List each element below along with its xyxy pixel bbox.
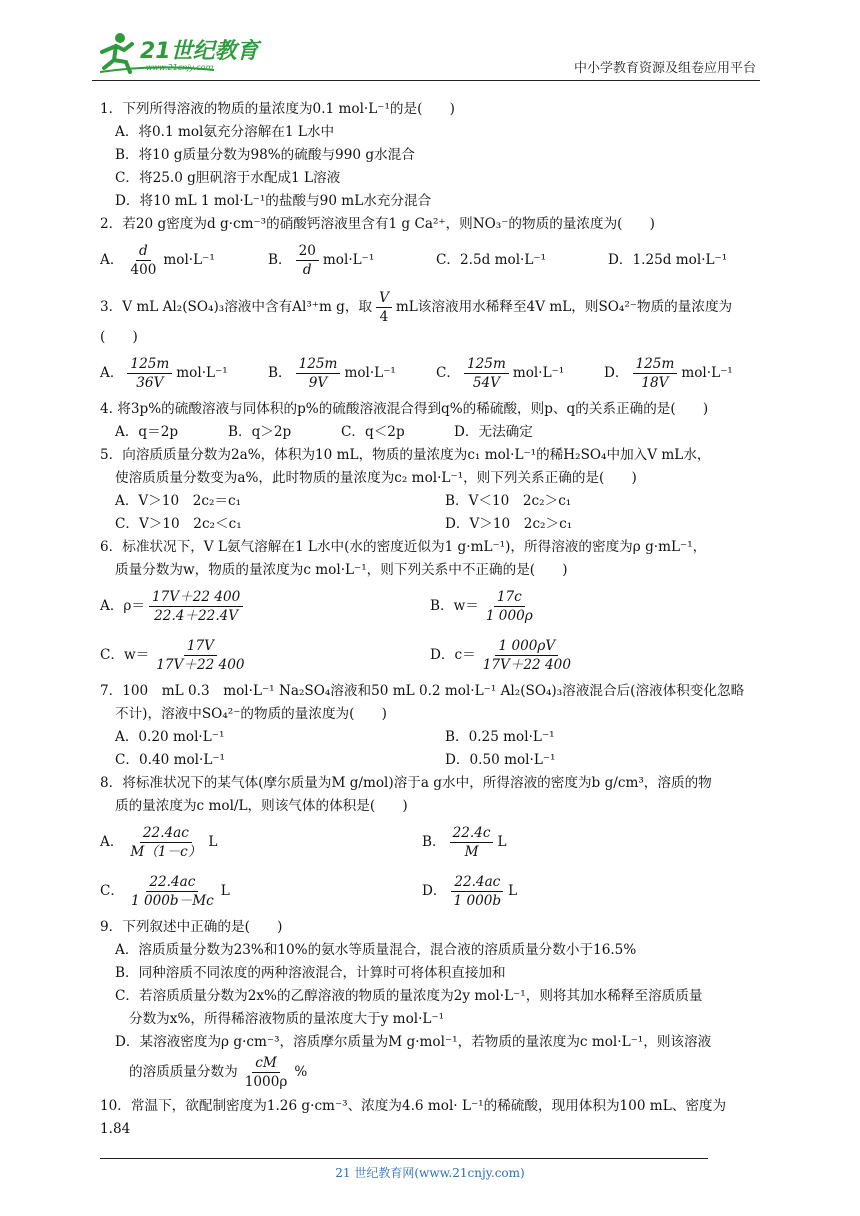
q8-c-label: C． (100, 883, 124, 899)
q6-d-fraction (480, 637, 574, 674)
q2-a-den: 400 (130, 262, 157, 278)
q8-option-b (422, 824, 507, 861)
q7-option-b: B．0.25 mol·L⁻¹ (445, 729, 555, 745)
q2-b-num: 20 (296, 242, 319, 261)
q7-option-c: C．0.40 mol·L⁻¹ (115, 752, 225, 768)
q8-option-d (422, 873, 517, 910)
q7-options-row1 (100, 726, 768, 749)
q9-d-post: % (294, 1064, 308, 1080)
q8-b-label: B． (422, 834, 446, 850)
q5-stem: 5．向溶质质量分数为2a%，体积为10 mL，物质的量浓度为c₁ mol·L⁻¹的稀H₂SO₄中加入V mL水， (100, 447, 711, 463)
q6-c-den: 17V＋22 400 (156, 657, 245, 673)
q3-c-unit: mol·L⁻¹ (512, 365, 565, 381)
q3-c-label: C． (436, 365, 460, 381)
q6-options-row2 (100, 631, 768, 680)
q8-stem-line2: 质的量浓度为c mol/L，则该气体的体积是( ) (115, 798, 408, 814)
question-list (100, 98, 768, 1141)
q2-a-fraction (127, 242, 159, 279)
q5-option-a: A．V＞10 2c₂＝c₁ (115, 493, 242, 509)
q5-option-d: D．V＞10 2c₂＞c₁ (445, 516, 573, 532)
q5-options-row1 (100, 490, 768, 513)
q6-b-label: B．w＝ (430, 598, 479, 614)
q3-b-label: B． (268, 365, 292, 381)
q5-stem-line2: 使溶质质量分数变为a%，此时物质的量浓度为c₂ mol·L⁻¹，则下列关系正确的是( ) (115, 470, 637, 486)
q6-c-label: C．w＝ (100, 647, 150, 663)
q3-options (100, 349, 768, 398)
q3-stem-num: V (376, 289, 392, 308)
q1-option-a: A．将0.1 mol氨充分溶解在1 L水中 (115, 124, 335, 140)
q8-c-unit: L (220, 883, 230, 899)
q9-d-num: cM (252, 1054, 280, 1073)
q3-stem-line2: ( ) (100, 329, 138, 345)
logo-text: 21世纪教育 (140, 39, 259, 64)
q3-b-num: 125m (296, 355, 341, 374)
q10-stem-line2: 1.84 (100, 1121, 131, 1137)
q3-b-fraction (296, 355, 341, 392)
q1-option-d: D．将10 mL 1 mol·L⁻¹的盐酸与90 mL水充分混合 (115, 193, 432, 209)
q8-options-row2 (100, 867, 768, 916)
q2-b-den: d (302, 262, 312, 278)
q3-option-c (436, 355, 604, 392)
q2-option-a (100, 242, 268, 279)
q8-b-num: 22.4c (450, 824, 494, 843)
footer-divider (100, 1158, 708, 1159)
q6-a-den: 22.4＋22.4V (154, 608, 239, 624)
q6-b-den: 1 000ρ (485, 608, 533, 624)
q3-a-num: 125m (127, 355, 172, 374)
q3-b-den: 9V (308, 375, 328, 391)
q1-option-b: B．将10 g质量分数为98%的硫酸与990 g水混合 (115, 147, 415, 163)
q2-b-fraction (296, 242, 319, 279)
q7-stem-line2: 不计)，溶液中SO₄²⁻的物质的量浓度为( ) (115, 706, 387, 722)
q8-options-row1 (100, 818, 768, 867)
q6-b-num: 17c (494, 588, 525, 607)
q2-b-label: B． (268, 252, 292, 268)
header (92, 28, 760, 81)
q3-d-label: D． (604, 365, 629, 381)
q8-c-den: 1 000b－Mc (131, 893, 214, 909)
q6-stem-line2: 质量分数为w，物质的量浓度为c mol·L⁻¹，则下列关系中不正确的是( ) (115, 562, 568, 578)
q3-a-label: A． (100, 365, 124, 381)
q9-d-fraction (242, 1054, 291, 1091)
q8-option-c (100, 873, 422, 910)
q8-a-den: M（1－c） (130, 844, 202, 860)
q8-c-num: 22.4ac (146, 873, 198, 892)
q8-a-label: A． (100, 834, 124, 850)
q3-d-num: 125m (633, 355, 678, 374)
q6-stem: 6．标准状况下，V L氨气溶解在1 L水中(水的密度近似为1 g·mL⁻¹)，所得溶液的密度为ρ g·mL⁻¹， (100, 539, 707, 555)
q9-option-b: B．同种溶质不同浓度的两种溶液混合，计算时可将体积直接加和 (115, 965, 506, 981)
q2-stem: 2．若20 g密度为d g·cm⁻³的硝酸钙溶液里含有1 g Ca²⁺，则NO₃⁻的物质的量浓度为( ) (100, 216, 655, 232)
footer: 21 世纪教育网(www.21cnjy.com) (335, 1166, 525, 1180)
q9-option-d-line2 (100, 1054, 768, 1095)
q9-option-c: C．若溶质质量分数为2x%的乙醇溶液的物质的量浓度为2y mol·L⁻¹，则将其加水稀释至溶质质量 (115, 988, 703, 1004)
q2-options (100, 236, 768, 285)
q6-d-num: 1 000ρV (495, 637, 558, 656)
q2-option-b (268, 242, 436, 279)
q6-option-a (100, 588, 430, 625)
q8-d-fraction (451, 873, 505, 910)
q2-option-c: C．2.5d mol·L⁻¹ (436, 252, 547, 268)
q8-a-fraction (127, 824, 204, 861)
q4-option-a: A．q＝2p (115, 424, 179, 440)
q8-a-num: 22.4ac (140, 824, 192, 843)
q9-option-c-line2: 分数为x%，所得稀溶液物质的量浓度大于y mol·L⁻¹ (129, 1011, 445, 1027)
q6-a-fraction (149, 588, 243, 625)
q9-d-den: 1000ρ (244, 1074, 288, 1090)
q8-stem: 8．将标准状况下的某气体(摩尔质量为M g/mol)溶于a g水中，所得溶液的密度为b g/cm³，溶质的物 (100, 775, 712, 791)
q3-d-fraction (633, 355, 678, 392)
q8-d-unit: L (508, 883, 518, 899)
q3-option-a (100, 355, 268, 392)
q4-options (100, 421, 768, 444)
q6-option-b (430, 588, 540, 625)
q6-c-fraction (153, 637, 247, 674)
q3-stem-fraction (376, 289, 392, 326)
q4-option-b: B．q＞2p (228, 424, 292, 440)
q8-d-den: 1 000b (453, 893, 502, 909)
q3-option-d (604, 355, 733, 392)
q3-d-den: 18V (641, 375, 669, 391)
q9-option-a: A．溶质质量分数为23%和10%的氨水等质量混合，混合液的溶质质量分数小于16.5% (115, 942, 637, 958)
q8-b-fraction (450, 824, 494, 861)
q3-a-fraction (127, 355, 172, 392)
q6-a-num: 17V＋22 400 (149, 588, 243, 607)
q6-a-label: A．ρ＝ (100, 598, 145, 614)
q9-option-d: D．某溶液密度为ρ g·cm⁻³，溶质摩尔质量为M g·mol⁻¹，若物质的量浓度为c mol·L⁻¹，则该溶液 (115, 1034, 712, 1050)
q3-a-unit: mol·L⁻¹ (176, 365, 228, 381)
q7-option-d: D．0.50 mol·L⁻¹ (445, 752, 556, 768)
q10-stem: 10．常温下，欲配制密度为1.26 g·cm⁻³、浓度为4.6 mol· L⁻¹的稀硫酸，现用体积为100 mL、密度为 (100, 1098, 727, 1114)
q3-c-num: 125m (464, 355, 509, 374)
q8-d-label: D． (422, 883, 447, 899)
logo-url: www.21cnjy.com (146, 63, 214, 72)
q5-options-row2 (100, 513, 768, 536)
q5-option-c: C．V＞10 2c₂＜c₁ (115, 516, 242, 532)
q6-c-num: 17V (184, 637, 217, 656)
q3-stem-pre: 3．V mL Al₂(SO₄)₃溶液中含有Al³⁺m g，取 (100, 299, 373, 315)
q3-c-den: 54V (472, 375, 500, 391)
q7-stem: 7．100 mL 0.3 mol·L⁻¹ Na₂SO₄溶液和50 mL 0.2 mol·L⁻¹ Al₂(SO₄)₃溶液混合后(溶液体积变化忽略 (100, 683, 745, 699)
q2-option-d: D．1.25d mol·L⁻¹ (608, 252, 728, 268)
q8-d-num: 22.4ac (451, 873, 503, 892)
q7-options-row2 (100, 749, 768, 772)
q6-d-den: 17V＋22 400 (482, 657, 571, 673)
q2-a-label: A． (100, 252, 124, 268)
q3-b-unit: mol·L⁻¹ (344, 365, 396, 381)
q2-b-unit: mol·L⁻¹ (322, 252, 375, 268)
q7-option-a: A．0.20 mol·L⁻¹ (115, 729, 225, 745)
q4-option-d: D．无法确定 (454, 424, 533, 440)
q1-stem: 1．下列所得溶液的物质的量浓度为0.1 mol·L⁻¹的是( ) (100, 101, 455, 117)
q8-option-a (100, 824, 422, 861)
q6-option-c (100, 637, 430, 674)
logo (94, 28, 264, 76)
q8-b-unit: L (497, 834, 507, 850)
q6-option-d (430, 637, 578, 674)
q6-d-label: D．c＝ (430, 647, 476, 663)
q2-a-num: d (136, 242, 151, 261)
q3-option-b (268, 355, 436, 392)
q3-c-fraction (464, 355, 509, 392)
q8-a-unit: L (208, 834, 218, 850)
q1-option-c: C．将25.0 g胆矾溶于水配成1 L溶液 (115, 170, 341, 186)
q4-stem: 4. 将3p%的硫酸溶液与同体积的p%的硫酸溶液混合得到q%的稀硫酸，则p、q的关系正确的是( ) (100, 401, 709, 417)
q3-a-den: 36V (136, 375, 164, 391)
q3-stem (100, 285, 768, 326)
runner-logo-icon (94, 28, 264, 76)
q6-b-fraction (483, 588, 536, 625)
q9-d-pre: 的溶质质量分数为 (129, 1064, 238, 1080)
q8-c-fraction (128, 873, 217, 910)
q3-stem-den: 4 (379, 309, 389, 325)
q9-stem: 9．下列叙述中正确的是( ) (100, 919, 283, 935)
platform-title: 中小学教育资源及组卷应用平台 (573, 61, 756, 76)
q4-option-c: C．q＜2p (341, 424, 405, 440)
q2-a-unit: mol·L⁻¹ (163, 252, 215, 268)
q8-b-den: M (464, 844, 479, 860)
q6-options-row1 (100, 582, 768, 631)
q3-d-unit: mol·L⁻¹ (681, 365, 733, 381)
q3-stem-post: mL该溶液用水稀释至4V mL，则SO₄²⁻物质的量浓度为 (395, 299, 733, 315)
q5-option-b: B．V＜10 2c₂＞c₁ (445, 493, 572, 509)
